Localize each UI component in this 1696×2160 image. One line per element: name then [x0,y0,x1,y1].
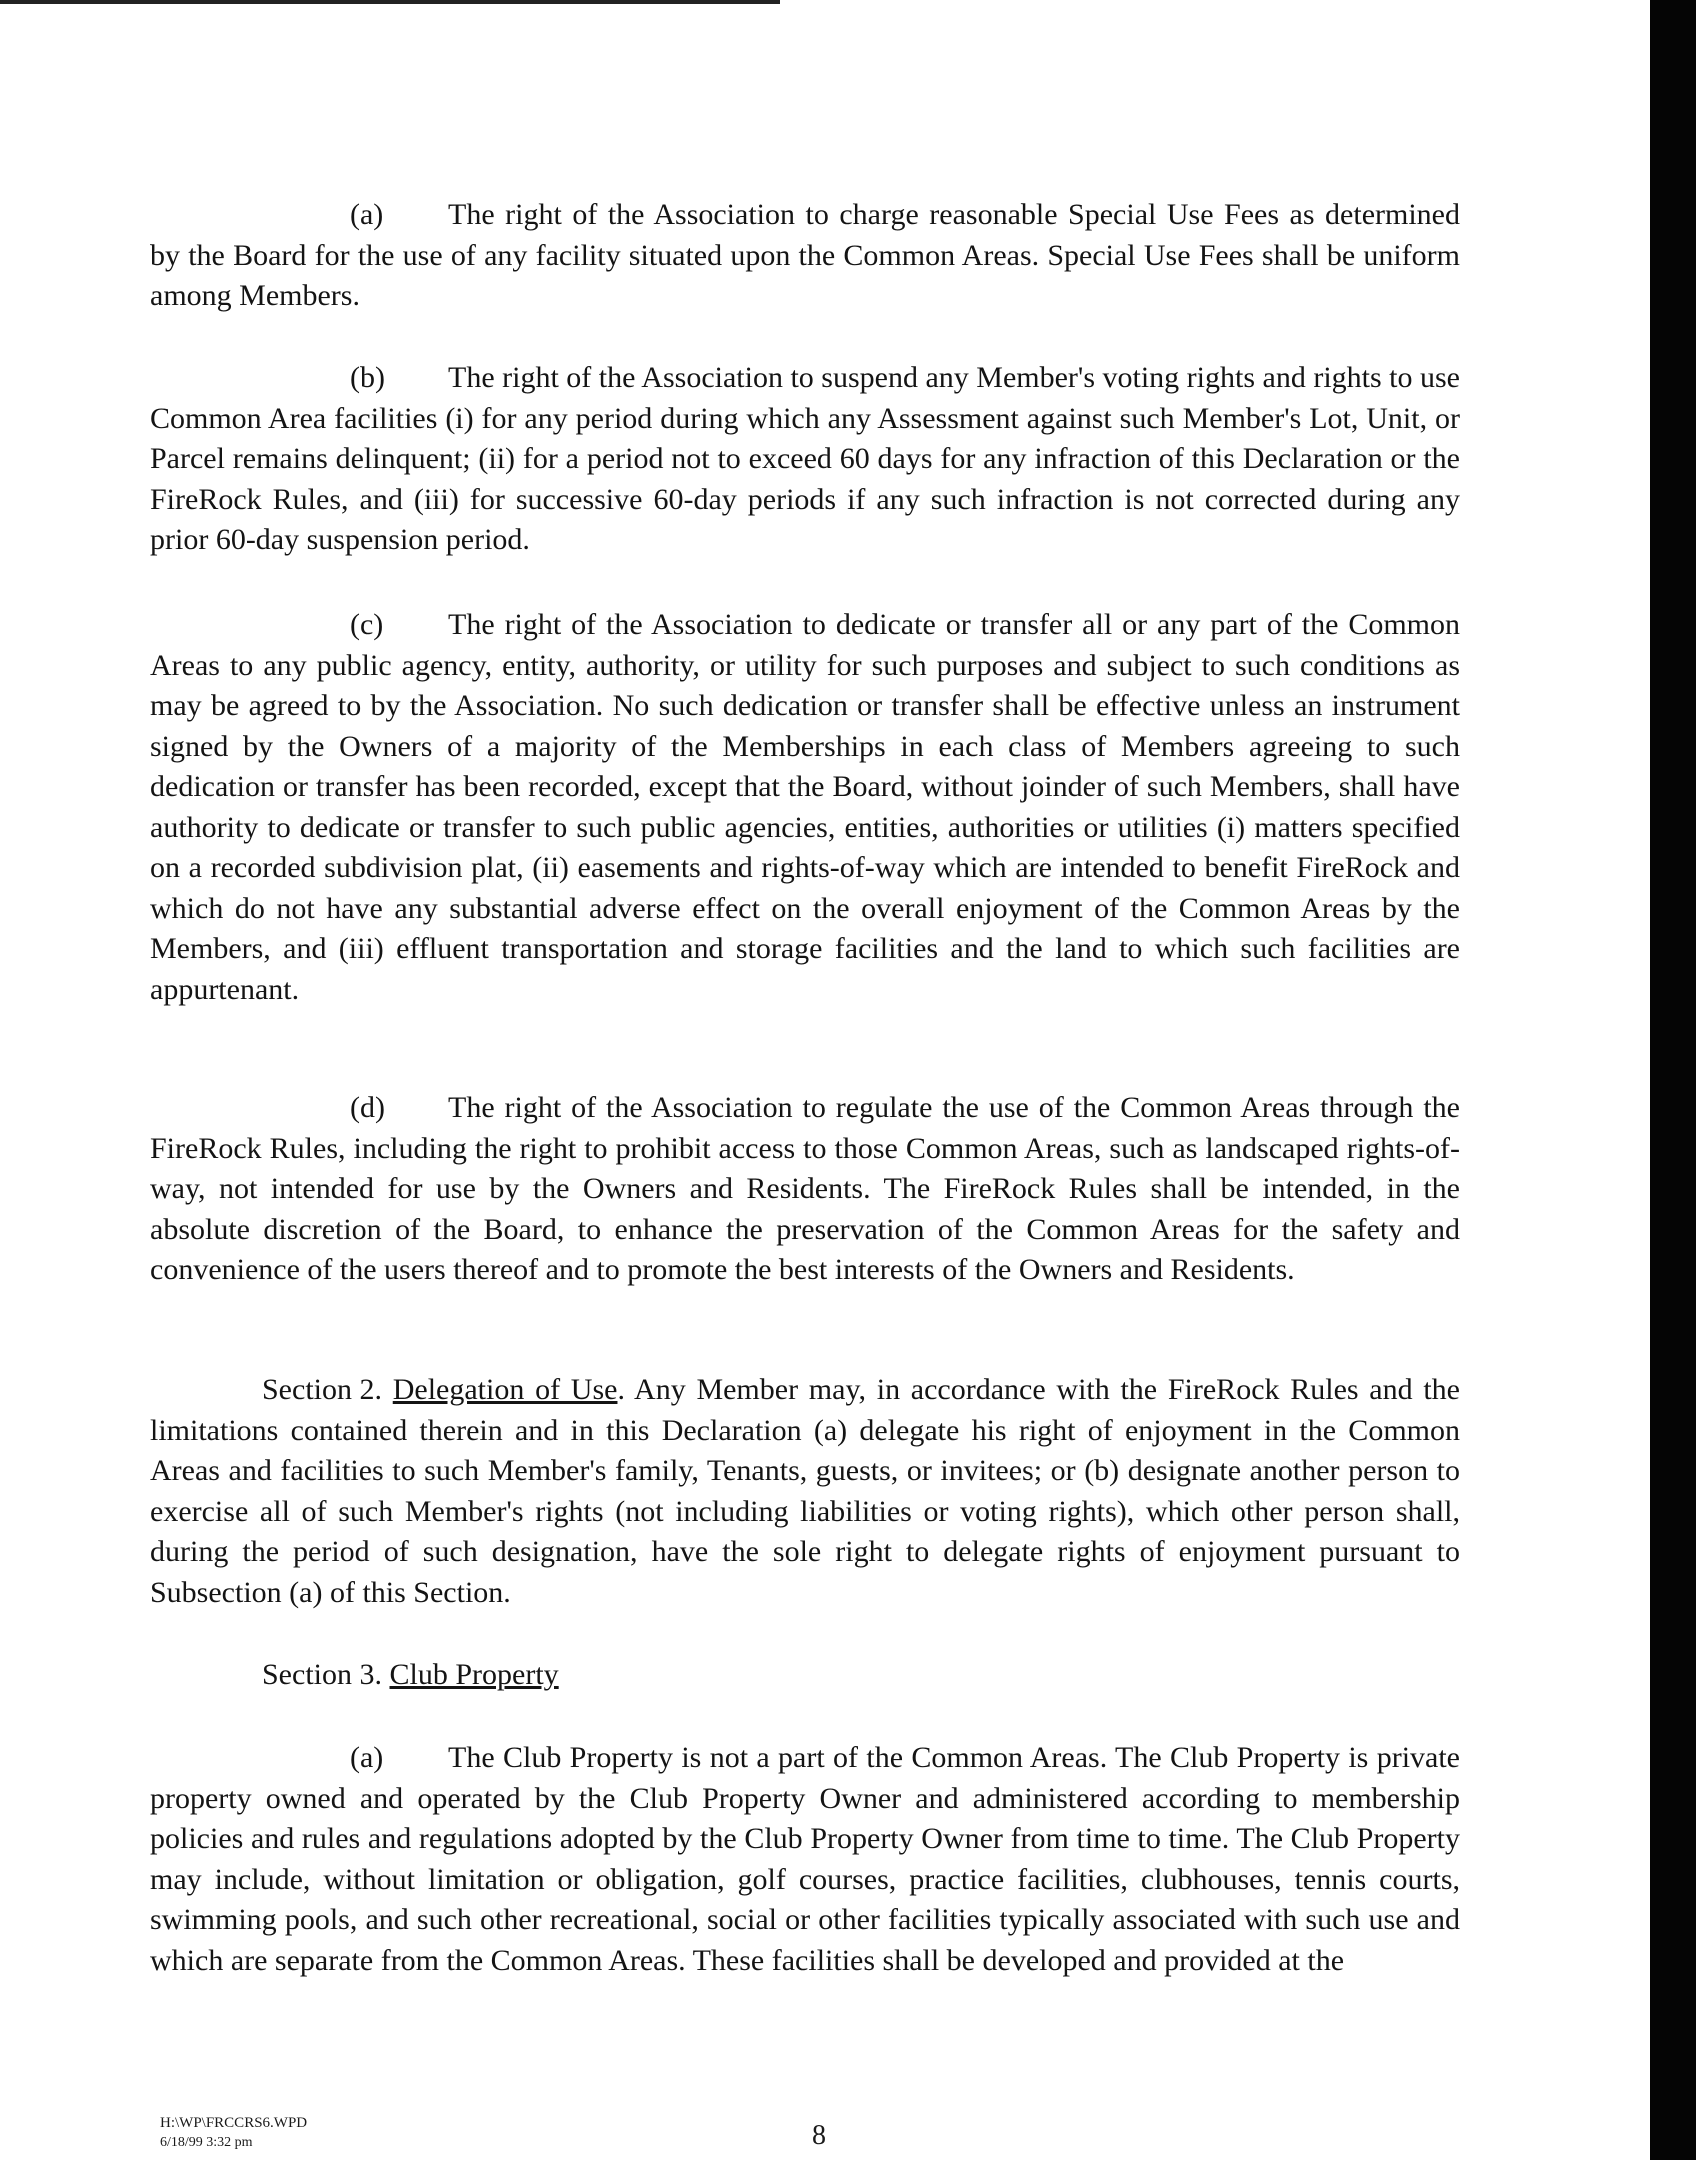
section-3-heading [150,1655,559,1696]
section-2-label: Section 2. [262,1373,382,1406]
section-2-title-punct: . [617,1373,625,1406]
section-2-title: Delegation of Use [392,1373,618,1406]
paragraph-b [150,358,1460,561]
section-3-paragraph-a-marker: (a) [350,1741,384,1774]
paragraph-a [150,195,1460,317]
section-2-text: Any Member may, in accordance with the FireRock Rules and the limitations contained therein and in this Declaration (a) delegate his right of enjoyment in the Common Areas and facilities to such Member's family, Tenants, guests, or invitees; or (b) designate another person to exercise all of such Member's rights (not including liabilities or voting rights), which other person shall, during the period of such designation, have the sole right to delegate rights of enjoyment pursuant to Subsection (a) of this Section. [150,1373,1460,1609]
scan-top-edge [0,0,780,4]
scan-right-border [1650,0,1696,2160]
footer-file-path: H:\WP\FRCCRS6.WPD [160,2115,308,2131]
paragraph-c-marker: (c) [350,608,384,641]
paragraph-a-text: The right of the Association to charge reasonable Special Use Fees as determined by the Board for the use of any facility situated upon the Common Areas. Special Use Fees shall be uniform among Members. [150,198,1460,312]
section-3-paragraph-a [150,1738,1460,1981]
paragraph-c [150,605,1460,1010]
paragraph-d [150,1088,1460,1291]
paragraph-b-marker: (b) [350,361,385,394]
paragraph-c-text: The right of the Association to dedicate or transfer all or any part of the Common Areas to any public agency, entity, authority, or utility for such purposes and subject to such conditions as may be agreed to by the Association. No such dedication or transfer shall be effective unless an instrument signed by the Owners of a majority of the Memberships in each class of Members agreeing to such dedication or transfer has been recorded, except that the Board, without joinder of such Members, shall have authority to dedicate or transfer to such public agencies, entities, authorities or utilities (i) matters specified on a recorded subdivision plat, (ii) easements and rights-of-way which are intended to benefit FireRock and which do not have any substantial adverse effect on the overall enjoyment of the Common Areas by the Members, and (iii) effluent transportation and storage facilities and the land to which such facilities are appurtenant. [150,608,1460,1006]
section-2-paragraph [150,1370,1460,1613]
paragraph-d-marker: (d) [350,1091,385,1124]
paragraph-b-text: The right of the Association to suspend any Member's voting rights and rights to use Common Area facilities (i) for any period during which any Assessment against such Member's Lot, Unit, or Parcel remains delinquent; (ii) for a period not to exceed 60 days for any infraction of this Declaration or the FireRock Rules, and (iii) for successive 60-day periods if any such infraction is not corrected during any prior 60-day suspension period. [150,361,1460,556]
section-3-label: Section 3. [262,1658,382,1691]
paragraph-a-marker: (a) [350,198,384,231]
footer-date: 6/18/99 3:32 pm [160,2135,253,2150]
paragraph-d-text: The right of the Association to regulate the use of the Common Areas through the FireRock Rules, including the right to prohibit access to those Common Areas, such as landscaped rights-of-way, not intended for use by the Owners and Residents. The FireRock Rules shall be intended, in the absolute discretion of the Board, to enhance the preservation of the Common Areas for the safety and convenience of the users thereof and to promote the best interests of the Owners and Residents. [150,1091,1460,1286]
page-number: 8 [812,2120,826,2151]
section-3-paragraph-a-text: The Club Property is not a part of the Common Areas. The Club Property is private property owned and operated by the Club Property Owner and administered according to membership policies and rules and regulations adopted by the Club Property Owner from time to time. The Club Property may include, without limitation or obligation, golf courses, practice facilities, clubhouses, tennis courts, swimming pools, and such other recreational, social or other facilities typically associated with such use and which are separate from the Common Areas. These facilities shall be developed and provided at the [150,1741,1460,1977]
section-3-title: Club Property [389,1658,559,1691]
